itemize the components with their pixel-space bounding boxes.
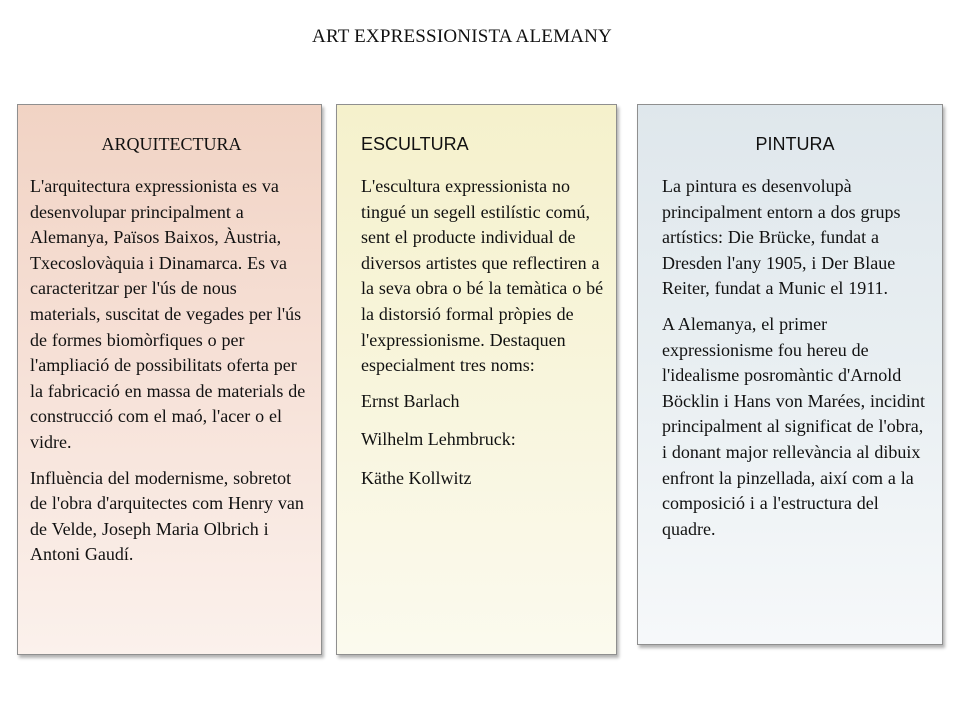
pintura-box — [637, 104, 943, 645]
sculptor-name: Käthe Kollwitz — [361, 467, 472, 488]
sculptor-name: Ernst Barlach — [361, 390, 460, 411]
pintura-paragraph-1: La pintura es desenvolupà principalment entorn a dos grups artístics: Die Brücke, fundat a Dresden l'any 1905, i Der Blaue Reiter, fundat a Munic el 1911. — [662, 176, 901, 299]
arquitectura-paragraph-2: Influència del modernisme, sobretot de l'obra d'arquitectes com Henry van de Velde, Joseph Maria Olbrich i Antoni Gaudí. — [30, 467, 304, 565]
escultura-paragraph-1: L'escultura expressionista no tingué un segell estilístic comú, sent el producte individual de diversos artistes que reflectiren a la seva obra o bé la temàtica o bé la distorsió formal pròpies de l'expressionisme. Destaquen especialment tres noms: — [361, 176, 604, 376]
page-title: ART EXPRESSIONISTA ALEMANY — [312, 26, 612, 47]
pintura-title: PINTURA — [755, 134, 835, 154]
arquitectura-paragraph-1: L'arquitectura expressionista es va desenvolupar principalment a Alemanya, Països Baixos, Àustria, Txecoslovàquia i Dinamarca. Es va caracteritzar per l'ús de nous materials, suscitat de vegades per l'ús de formes biomòrfiques o per l'ampliació de possibilitats oferta per la fabricació en massa de materials de construcció com el maó, l'acer o el vidre. — [30, 176, 306, 452]
escultura-title: ESCULTURA — [361, 134, 469, 154]
arquitectura-title: ARQUITECTURA — [101, 134, 242, 154]
escultura-box — [336, 104, 617, 655]
sculptor-name: Wilhelm Lehmbruck: — [361, 429, 516, 450]
pintura-paragraph-2: A Alemanya, el primer expressionisme fou hereu de l'idealisme posromàntic d'Arnold Böcklin i Hans von Marées, incidint principalment al significat de l'obra, i donant major rellevància al dibuix enfront la pinzellada, així com a la composició i a l'estructura del quadre. — [662, 313, 925, 539]
arquitectura-box — [17, 104, 322, 655]
